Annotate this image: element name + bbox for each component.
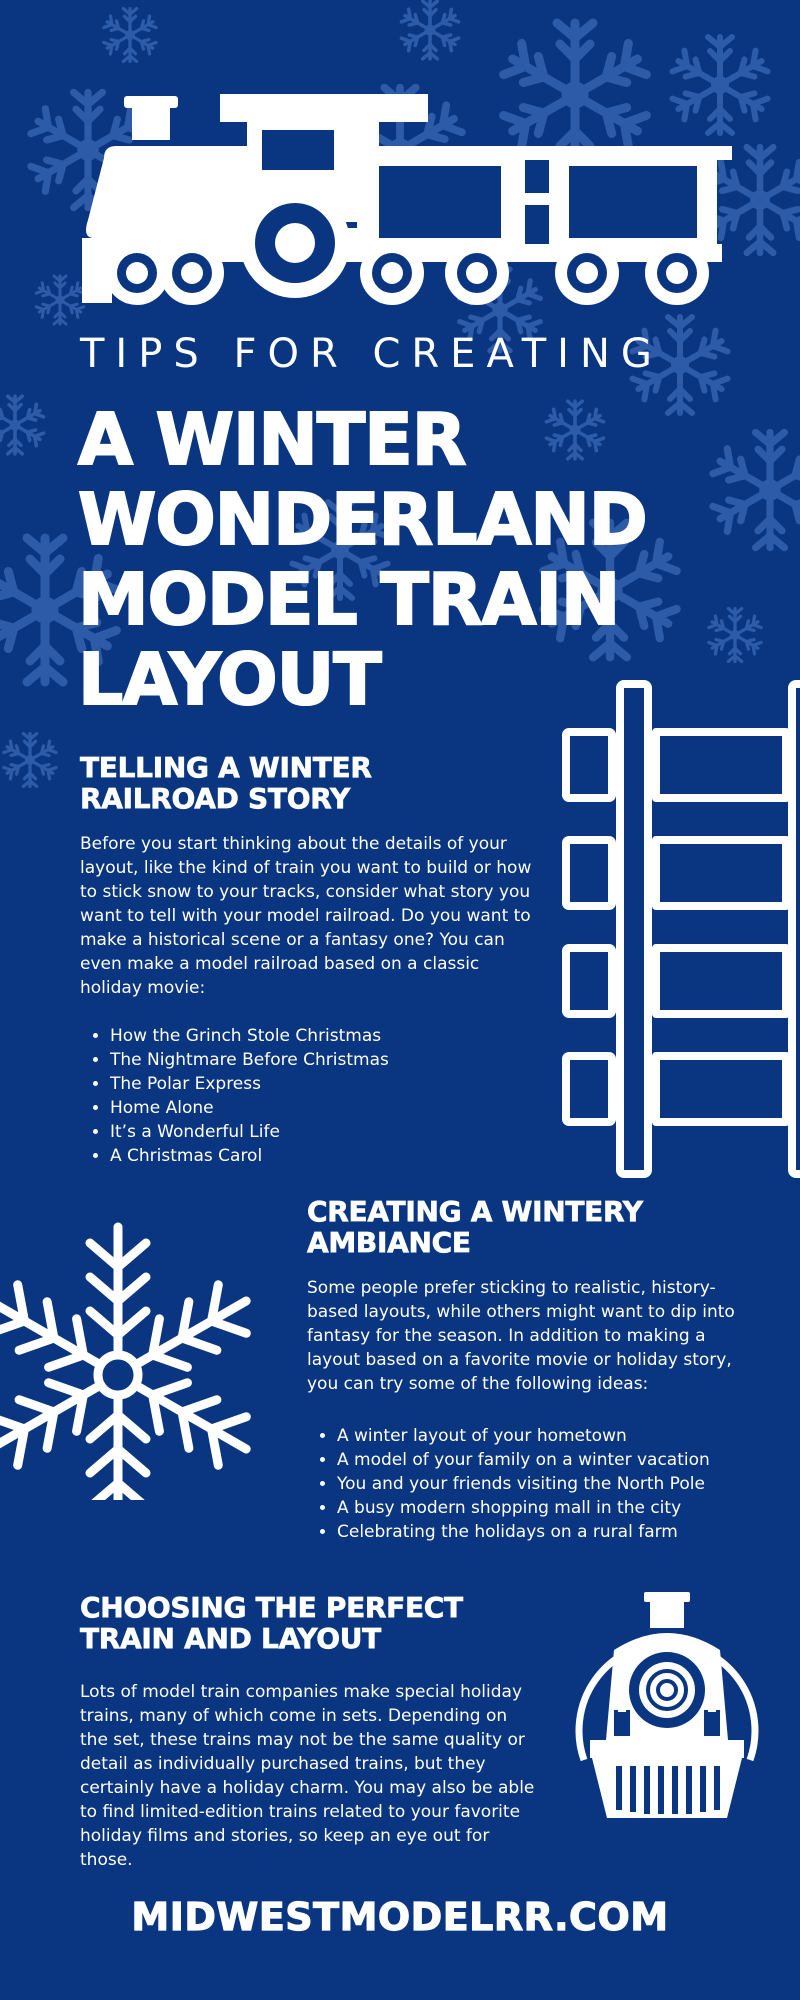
section-heading-story: TELLING A WINTER RAILROAD STORY [80, 751, 372, 815]
section-heading-train: CHOOSING THE PERFECT TRAIN AND LAYOUT [80, 1591, 463, 1655]
snowflake-icon [0, 1210, 280, 1500]
list-item: • The Polar Express [110, 1072, 570, 1096]
page-title: A WINTER WONDERLAND MODEL TRAIN LAYOUT [78, 398, 647, 721]
steam-train-icon [82, 88, 752, 308]
list-item: • Celebrating the holidays on a rural farm [337, 1520, 800, 1544]
list-item: • The Nightmare Before Christmas [110, 1048, 570, 1072]
list-item: • A model of your family on a winter vacation [337, 1448, 800, 1472]
list-item: • A busy modern shopping mall in the city [337, 1496, 800, 1520]
movie-list [80, 1024, 570, 1168]
list-item: • A winter layout of your hometown [337, 1424, 800, 1448]
list-item: • You and your friends visiting the North Pole [337, 1472, 800, 1496]
locomotive-front-icon [562, 1590, 772, 1830]
website-url: MIDWESTMODELRR.COM [131, 1895, 669, 1939]
railroad-track-icon [560, 680, 800, 1180]
section-heading-ambiance: CREATING A WINTERY AMBIANCE [307, 1195, 643, 1259]
section-body-story: Before you start thinking about the details of your layout, like the kind of train you want to build or how to stick snow to your tracks, consider what story you want to tell with your model railroad. Do you want to make a historical scene or a fantasy one? You can even make a model railroad based on a classic holiday movie: [80, 834, 532, 998]
list-item: • How the Grinch Stole Christmas [110, 1024, 570, 1048]
title-eyebrow: TIPS FOR CREATING [80, 331, 663, 377]
section-body-ambiance: Some people prefer sticking to realistic, history-based layouts, while others might want to dip into fantasy for the season. In addition to making a layout based on a favorite movie or holiday story, you can try some of the following ideas: [307, 1278, 735, 1394]
list-item: • A Christmas Carol [110, 1144, 570, 1168]
ideas-list [307, 1424, 800, 1544]
list-item: • Home Alone [110, 1096, 570, 1120]
section-body-train: Lots of model train companies make special holiday trains, many of which come in sets. Depending on the set, these trains may not be the same quality or detail as individually purchased trains, but they certainly have a holiday charm. You may also be able to find limited-edition trains related to your favorite holiday films and stories, so keep an eye out for those. [80, 1682, 535, 1870]
list-item: • It’s a Wonderful Life [110, 1120, 570, 1144]
